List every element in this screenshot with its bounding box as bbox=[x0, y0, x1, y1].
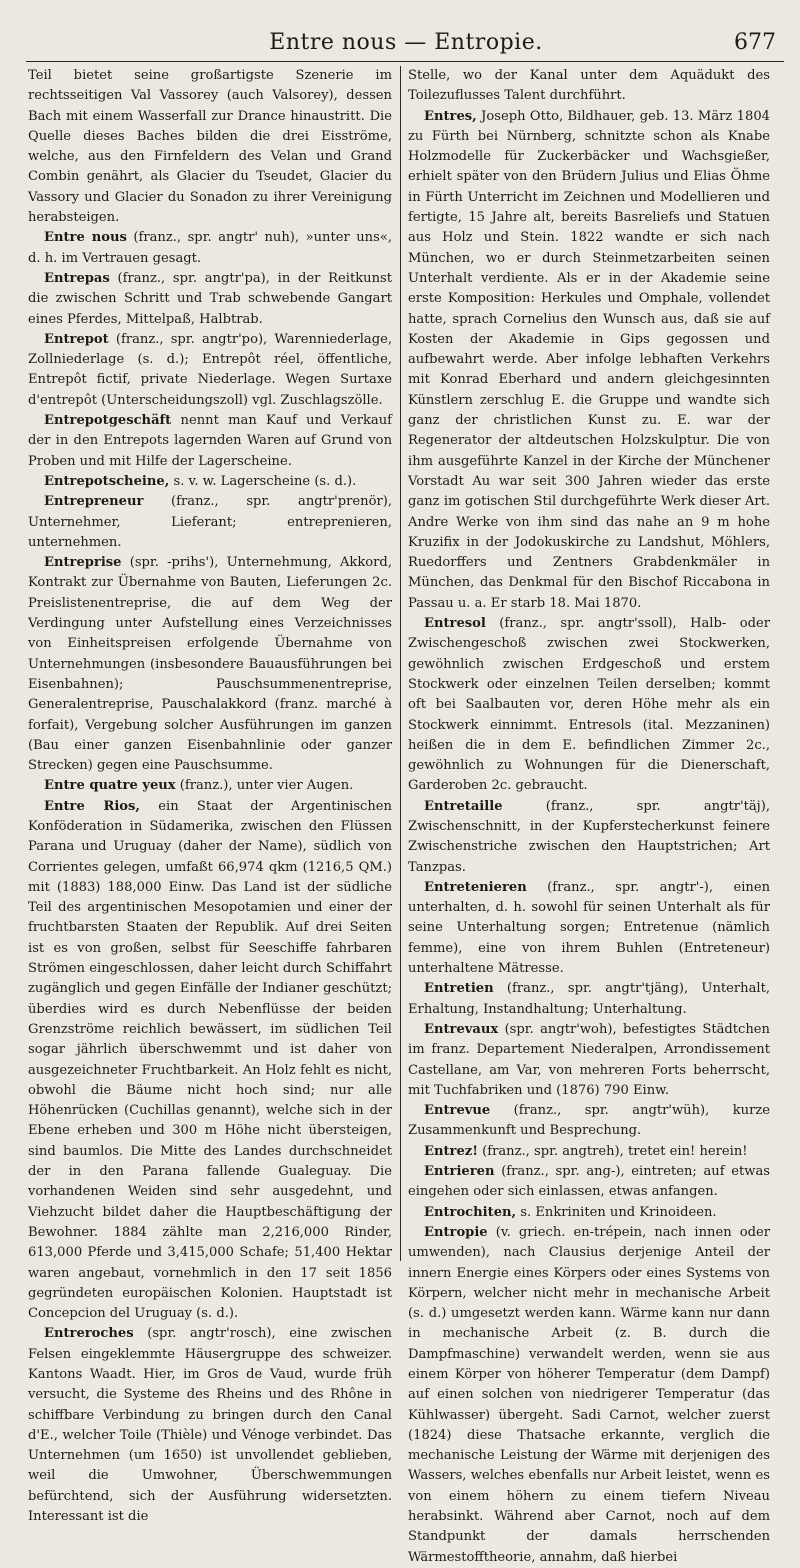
entry-headword: Entrepotgeschäft bbox=[44, 413, 172, 429]
entry-headword: Entrepas bbox=[44, 270, 110, 286]
entry-headword: Entropie bbox=[424, 1224, 488, 1240]
dictionary-entry bbox=[28, 472, 392, 492]
entry-headword: Entre quatre yeux bbox=[44, 778, 176, 794]
entry-headword: Entretien bbox=[424, 981, 494, 997]
left-column bbox=[28, 66, 392, 1525]
entry-text: (franz., spr. angtreh), tretet ein! herein! bbox=[482, 1143, 748, 1159]
entry-text: (franz., spr. ang-), eintreten; auf etwas eingehen oder sich einlassen, etwas anfangen. bbox=[408, 1164, 770, 1200]
entry-text: (franz., spr. angtr'ssoll), Halb- oder Zwischengeschoß zwischen zwei Stockwerken, gewöhnlich zwischen Erdgeschoß und erstem Stockwerk oder einzelnen Teilen derselben; kommt oft bei Saalbauten vor, deren Höhe mehr als ein Stockwerk einnimmt. Entresols (ital. Mezzaninen) heißen die in dem E. befindlichen Zimmer 2c., gewöhnlich zu Wohnungen für die Dienerschaft, Garderoben 2c. gebraucht. bbox=[408, 616, 770, 794]
entry-text: ein Staat der Argentinischen Konföderation in Südamerika, zwischen den Flüssen Parana und Uruguay (daher der Name), südlich von Corrientes gelegen, umfaßt 66,974 qkm (1216,5 QM.) mit (1883) 188,000 Einw. Das Land ist der südliche Teil des argentinischen Mesopotamien und einer der fruchtbarsten Staaten der Republik. Auf drei Seiten ist es von großen, selbst für Seeschiffe fahrbaren Strömen eingeschlossen, daher leicht durch Schiffahrt zugänglich und gegen Einfälle der Indianer geschützt; überdies wird es durch Nebenflüsse der beiden Grenzströme reichlich bewässert, im südlichen Teil sogar jährlich überschwemmt und ist daher von ausgezeichneter Fruchtbarkeit. An Holz fehlt es nicht, obwohl die Bäume nicht hoch sind; nur alle Höhenrücken (Cuchillas genannt), welche sich in der Ebene erheben und 300 m Höhe nicht übersteigen, sind baumlos. Die Mitte des Landes durchschneidet der in den Parana fallende Gualeguay. Die vorhandenen Weiden sind sehr ausgedehnt, und Viehzucht bildet daher die Hauptbeschäftigung der Bewohner. 1884 zählte man 2,216,000 Rinder, 613,000 Pferde und 3,415,000 Schafe; 51,400 Hektar waren angebaut, vornehmlich in den 17 seit 1856 gegründeten europäischen Kolonien. Hauptstadt ist Concepcion del Uruguay (s. d.). bbox=[28, 798, 392, 1322]
entry-text: (spr. angtr'rosch), eine zwischen Felsen eingeklemmte Häusergruppe des schweizer. Kantons Waadt. Hier, im Gros de Vaud, wurde früh versucht, die Systeme des Rheins und des Rhône in schiffbare Verbindung zu bringen durch den Canal d'E., welcher Toile (Thièle) und Vénoge verbindet. Das Unternehmen (um 1650) ist unvollendet geblieben, weil die Umwohner, Überschwemmungen befürchtend, sich der Ausführung widersetzten. Interessant ist die bbox=[28, 1326, 392, 1525]
entry-headword: Entrepreneur bbox=[44, 494, 144, 510]
entry-headword: Entrepotscheine, bbox=[44, 473, 170, 489]
right-column bbox=[408, 66, 771, 1565]
dictionary-entry bbox=[28, 553, 392, 776]
entry-headword: Entreroches bbox=[44, 1326, 134, 1342]
entry-headword: Entres, bbox=[424, 108, 477, 124]
entry-text: (spr. -prihs'), Unternehmung, Akkord, Kontrakt zur Übernahme von Bauten, Lieferungen 2c. Preislistenentreprise, die auf dem Weg der Verdingung unter Aufstellung eines Verzeichnisses von Einheitspreisen erfolgende Übernahme von Unternehmungen (insbesondere Bauausführungen bei Eisenbahnen); Pauschsummenentreprise, Generalentreprise, Pauschalakkord (franz. marché à forfait), Vergebung solcher Ausführungen im ganzen (Bau einer ganzen Eisenbahnlinie oder ganzer Strecken) gegen eine Pauschsumme. bbox=[28, 555, 392, 774]
column-divider bbox=[400, 66, 401, 1261]
entry-text: Joseph Otto, Bildhauer, geb. 13. März 1804 zu Fürth bei Nürnberg, schnitzte schon als Knabe Holzmodelle für Zuckerbäcker und Wachsgießer, erhielt später von den Brüdern Julius und Elias Öhme in Fürth Unterricht im Zeichnen und Modellieren und fertigte, 15 Jahre alt, bereits Basreliefs und Statuen aus Holz und Stein. 1822 wandte er sich nach München, wo er durch Steinmetzarbeiten seinen Unterhalt verdiente. Als er in der Akademie seine erste Komposition: Herkules und Omphale, vollendet hatte, sprach Cornelius den Wunsch aus, daß sie auf Kosten der Akademie in Gips gegossen und aufbewahrt werde. Aber infolge lebhaften Verkehrs mit Konrad Eberhard und andern gleichgesinnten Künstlern zerschlug E. die Gruppe und wandte sich ganz der christlichen Kunst zu. E. war der Regenerator der altdeutschen Holzskulptur. Die von ihm ausgeführte Kanzel in der Kirche der Münchener Vorstadt Au war seit 300 Jahren wieder das erste ganz im gotischen Stil durchgeführte Werk dieser Art. Andre Werke von ihm sind das nahe an 9 m hohe Kruzifix in der Jodokuskirche zu Landshut, Möhlers, Ruedorffers und Zentners Grabdenkmäler in München, das Denkmal für den Bischof Riccabona in Passau u. a. Er starb 18. Mai 1870. bbox=[408, 108, 770, 611]
entry-headword: Entretaille bbox=[424, 798, 503, 814]
dictionary-entry bbox=[408, 797, 770, 878]
entry-headword: Entrochiten, bbox=[424, 1204, 517, 1220]
entry-text: (v. griech. en-trépein, nach innen oder umwenden), nach Clausius derjenige Anteil der innern Energie eines Körpers oder eines Systems von Körpern, welcher nicht mehr in mechanische Arbeit (s. d.) umgesetzt werden kann. Wärme kann nur dann in mechanische Arbeit (z. B. durch die Dampfmaschine) verwandelt werden, wenn sie aus einem Körper von höherer Temperatur (dem Dampf) auf einen solchen von niedrigerer Temperatur (das Kühlwasser) übergeht. Sadi Carnot, welcher zuerst (1824) diese Thatsache erkannte, verglich die mechanische Leistung der Wärme mit derjenigen des Wassers, welches ebenfalls nur Arbeit leistet, wenn es von einem höhern zu einem tiefern Niveau herabsinkt. Während aber Carnot, noch auf dem Standpunkt der damals herrschenden Wärmestofftheorie, annahm, daß hierbei bbox=[408, 1224, 770, 1565]
entry-headword: Entre Rios, bbox=[44, 798, 140, 814]
entry-text: (franz., spr. angtr'pa), in der Reitkunst die zwischen Schritt und Trab schwebende Gangart eines Pferdes, Mittelpaß, Halbtrab. bbox=[28, 270, 392, 327]
entry-text: (spr. angtr'woh), befestigtes Städtchen im franz. Departement Niederalpen, Arrondissement Castellane, am Var, von mehreren Forts beherrscht, mit Tuchfabriken und (1876) 790 Einw. bbox=[408, 1021, 770, 1098]
dictionary-entry bbox=[408, 614, 770, 797]
entry-headword: Entretenieren bbox=[424, 879, 527, 895]
entry-headword: Entreprise bbox=[44, 555, 122, 571]
entry-text: (franz., spr. angtr'prenör), Unternehmer, Lieferant; entreprenieren, unternehmen. bbox=[28, 494, 392, 550]
dictionary-entry bbox=[408, 1101, 770, 1142]
entry-text: (franz., spr. angtr' nuh), »unter uns«, d. h. im Vertrauen gesagt. bbox=[28, 230, 392, 266]
dictionary-entry bbox=[408, 1223, 770, 1568]
dictionary-entry bbox=[408, 1162, 770, 1203]
entry-text: (franz., spr. angtr'wüh), kurze Zusammenkunft und Besprechung. bbox=[408, 1103, 770, 1139]
entry-text: nennt man Kauf und Verkauf der in den Entrepots lagernden Waren auf Grund von Proben und mit Hilfe der Lagerscheine. bbox=[28, 413, 392, 469]
entry-text: s. Enkriniten und Krinoideen. bbox=[520, 1204, 717, 1220]
entry-headword: Entrevaux bbox=[424, 1021, 499, 1037]
running-header bbox=[30, 30, 782, 56]
entry-text: s. v. w. Lagerscheine (s. d.). bbox=[173, 473, 357, 489]
entry-text: (franz., spr. angtr'-), einen unterhalten, d. h. sowohl für seinen Unterhalt als für seine Unterhaltung sorgen; Entretenue (nämlich femme), eine von ihrem Buhlen (Entreteneur) unterhaltene Mätresse. bbox=[408, 879, 771, 977]
entry-headword: Entrez! bbox=[424, 1143, 478, 1159]
running-title: Entre nous — Entropie. bbox=[269, 30, 543, 55]
header-rule bbox=[26, 61, 784, 62]
entry-headword: Entrepot bbox=[44, 331, 109, 347]
entry-text: (franz., spr. angtr'po), Warenniederlage, Zollniederlage (s. d.); Entrepôt réel, öffentliche, Entrepôt fictif, private Niederlage. Wegen Surtaxe d'entrepôt (Unterscheidungszoll) vgl. Zuschlagszölle. bbox=[28, 331, 392, 408]
dictionary-entry bbox=[408, 979, 770, 1020]
dictionary-entry bbox=[408, 1142, 770, 1162]
dictionary-entry bbox=[28, 330, 392, 411]
dictionary-entry bbox=[28, 492, 392, 553]
dictionary-entry bbox=[28, 776, 392, 796]
dictionary-entry bbox=[408, 1020, 770, 1101]
dictionary-entry bbox=[408, 1203, 770, 1223]
dictionary-entry bbox=[28, 1324, 392, 1527]
dictionary-entry bbox=[408, 107, 770, 614]
continued-text bbox=[28, 66, 392, 228]
dictionary-entry bbox=[28, 797, 392, 1325]
entry-headword: Entre nous bbox=[44, 230, 127, 246]
continued-text bbox=[408, 66, 770, 107]
entry-text: Teil bietet seine großartigste Szenerie im rechtsseitigen Val Vassorey (auch Valsorey), dessen Bach mit einem Wasserfall zur Drance hinaustritt. Die Quelle dieses Baches bilden die drei Eisströme, welche, aus den Firnfeldern des Velan und Grand Combin genährt, als Glacier du Tseudet, Glacier du Vassory und Glacier du Sonadon zu ihrer Vereinigung herabsteigen. bbox=[28, 68, 392, 226]
dictionary-entry bbox=[28, 228, 392, 269]
dictionary-entry bbox=[28, 269, 392, 330]
entry-text: (franz., spr. angtr'täj), Zwischenschnitt, in der Kupferstecherkunst feinere Zwischenstriche zwischen den Hauptstrichen; Art Tanzpas. bbox=[408, 798, 770, 875]
dictionary-entry bbox=[28, 411, 392, 472]
entry-headword: Entrevue bbox=[424, 1103, 491, 1119]
dictionary-entry bbox=[408, 878, 770, 979]
entry-text: (franz., spr. angtr'tjäng), Unterhalt, Erhaltung, Instandhaltung; Unterhaltung. bbox=[408, 981, 770, 1017]
entry-text: Stelle, wo der Kanal unter dem Aquädukt des Toilezuflusses Talent durchführt. bbox=[408, 68, 770, 104]
entry-text: (franz.), unter vier Augen. bbox=[179, 778, 354, 794]
entry-headword: Entrieren bbox=[424, 1164, 495, 1180]
entry-headword: Entresol bbox=[424, 616, 486, 632]
page-number: 677 bbox=[734, 30, 776, 55]
